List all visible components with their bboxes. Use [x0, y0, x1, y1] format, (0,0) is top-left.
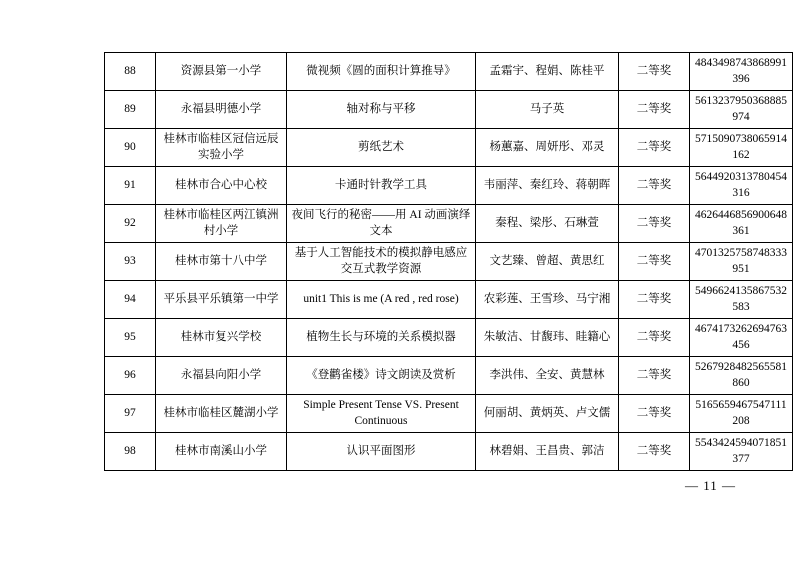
- row-prize: 二等奖: [619, 433, 690, 471]
- row-authors: 林碧娟、王昌贵、郭洁: [476, 433, 619, 471]
- row-school: 桂林市第十八中学: [156, 243, 287, 281]
- table-row: [105, 167, 793, 205]
- row-title: 认识平面图形: [287, 433, 476, 471]
- row-school: 永福县明德小学: [156, 91, 287, 129]
- row-code: 5613237950368885974: [690, 91, 793, 129]
- row-number: 88: [105, 53, 156, 91]
- table-row: [105, 395, 793, 433]
- table-row: [105, 357, 793, 395]
- row-authors: 杨蕙嘉、周妍彤、邓灵: [476, 129, 619, 167]
- row-number: 95: [105, 319, 156, 357]
- row-code: 4674173262694763456: [690, 319, 793, 357]
- row-authors: 文艺臻、曾超、黄思红: [476, 243, 619, 281]
- row-authors: 朱敏洁、甘馥玮、眭籍心: [476, 319, 619, 357]
- row-prize: 二等奖: [619, 395, 690, 433]
- row-code: 4701325758748333951: [690, 243, 793, 281]
- row-number: 90: [105, 129, 156, 167]
- row-school: 桂林市合心中心校: [156, 167, 287, 205]
- award-table-container: [104, 52, 787, 471]
- row-title: 《登鹳雀楼》诗文朗读及赏析: [287, 357, 476, 395]
- row-authors: 马子英: [476, 91, 619, 129]
- row-prize: 二等奖: [619, 281, 690, 319]
- row-code: 5267928482565581860: [690, 357, 793, 395]
- row-authors: 孟霜宇、程娟、陈桂平: [476, 53, 619, 91]
- row-title: unit1 This is me (A red , red rose): [287, 281, 476, 319]
- table-row: [105, 243, 793, 281]
- row-prize: 二等奖: [619, 319, 690, 357]
- row-code: 5715090738065914162: [690, 129, 793, 167]
- row-number: 94: [105, 281, 156, 319]
- row-prize: 二等奖: [619, 167, 690, 205]
- row-title: 轴对称与平移: [287, 91, 476, 129]
- table-row: [105, 205, 793, 243]
- row-number: 92: [105, 205, 156, 243]
- row-title: 植物生长与环境的关系模拟器: [287, 319, 476, 357]
- table-body: [105, 53, 793, 471]
- page-number: — 11 —: [684, 478, 736, 493]
- row-school: 资源县第一小学: [156, 53, 287, 91]
- row-number: 97: [105, 395, 156, 433]
- row-school: 桂林市临桂区冠信远辰实验小学: [156, 129, 287, 167]
- row-authors: 李洪伟、全安、黄慧林: [476, 357, 619, 395]
- row-code: 4843498743868991396: [690, 53, 793, 91]
- row-authors: 何丽胡、黄炳英、卢文儒: [476, 395, 619, 433]
- row-code: 5496624135867532583: [690, 281, 793, 319]
- row-authors: 韦丽萍、秦红玲、蒋朝晖: [476, 167, 619, 205]
- table-row: [105, 433, 793, 471]
- row-school: 桂林市临桂区麓湖小学: [156, 395, 287, 433]
- row-number: 91: [105, 167, 156, 205]
- row-prize: 二等奖: [619, 129, 690, 167]
- row-code: 5543424594071851377: [690, 433, 793, 471]
- table-row: [105, 53, 793, 91]
- row-authors: 秦程、梁彤、石琳萱: [476, 205, 619, 243]
- row-prize: 二等奖: [619, 243, 690, 281]
- table-row: [105, 91, 793, 129]
- table-row: [105, 319, 793, 357]
- row-title: 剪纸艺术: [287, 129, 476, 167]
- award-table: [104, 52, 793, 471]
- row-school: 桂林市复兴学校: [156, 319, 287, 357]
- row-number: 96: [105, 357, 156, 395]
- row-school: 平乐县平乐镇第一中学: [156, 281, 287, 319]
- row-title: Simple Present Tense VS. Present Continuous: [287, 395, 476, 433]
- row-prize: 二等奖: [619, 53, 690, 91]
- row-title: 卡通时针教学工具: [287, 167, 476, 205]
- row-title: 微视频《圆的面积计算推导》: [287, 53, 476, 91]
- table-row: [105, 129, 793, 167]
- row-school: 永福县向阳小学: [156, 357, 287, 395]
- row-code: 4626446856900648361: [690, 205, 793, 243]
- row-prize: 二等奖: [619, 205, 690, 243]
- row-prize: 二等奖: [619, 91, 690, 129]
- row-prize: 二等奖: [619, 357, 690, 395]
- row-title: 夜间飞行的秘密——用 AI 动画演绎文本: [287, 205, 476, 243]
- row-school: 桂林市临桂区两江镇洲村小学: [156, 205, 287, 243]
- row-number: 89: [105, 91, 156, 129]
- row-school: 桂林市南溪山小学: [156, 433, 287, 471]
- row-number: 98: [105, 433, 156, 471]
- row-title: 基于人工智能技术的模拟静电感应交互式教学资源: [287, 243, 476, 281]
- row-code: 5165659467547111208: [690, 395, 793, 433]
- table-row: [105, 281, 793, 319]
- row-code: 5644920313780454316: [690, 167, 793, 205]
- row-authors: 农彩莲、王雪珍、马宁湘: [476, 281, 619, 319]
- row-number: 93: [105, 243, 156, 281]
